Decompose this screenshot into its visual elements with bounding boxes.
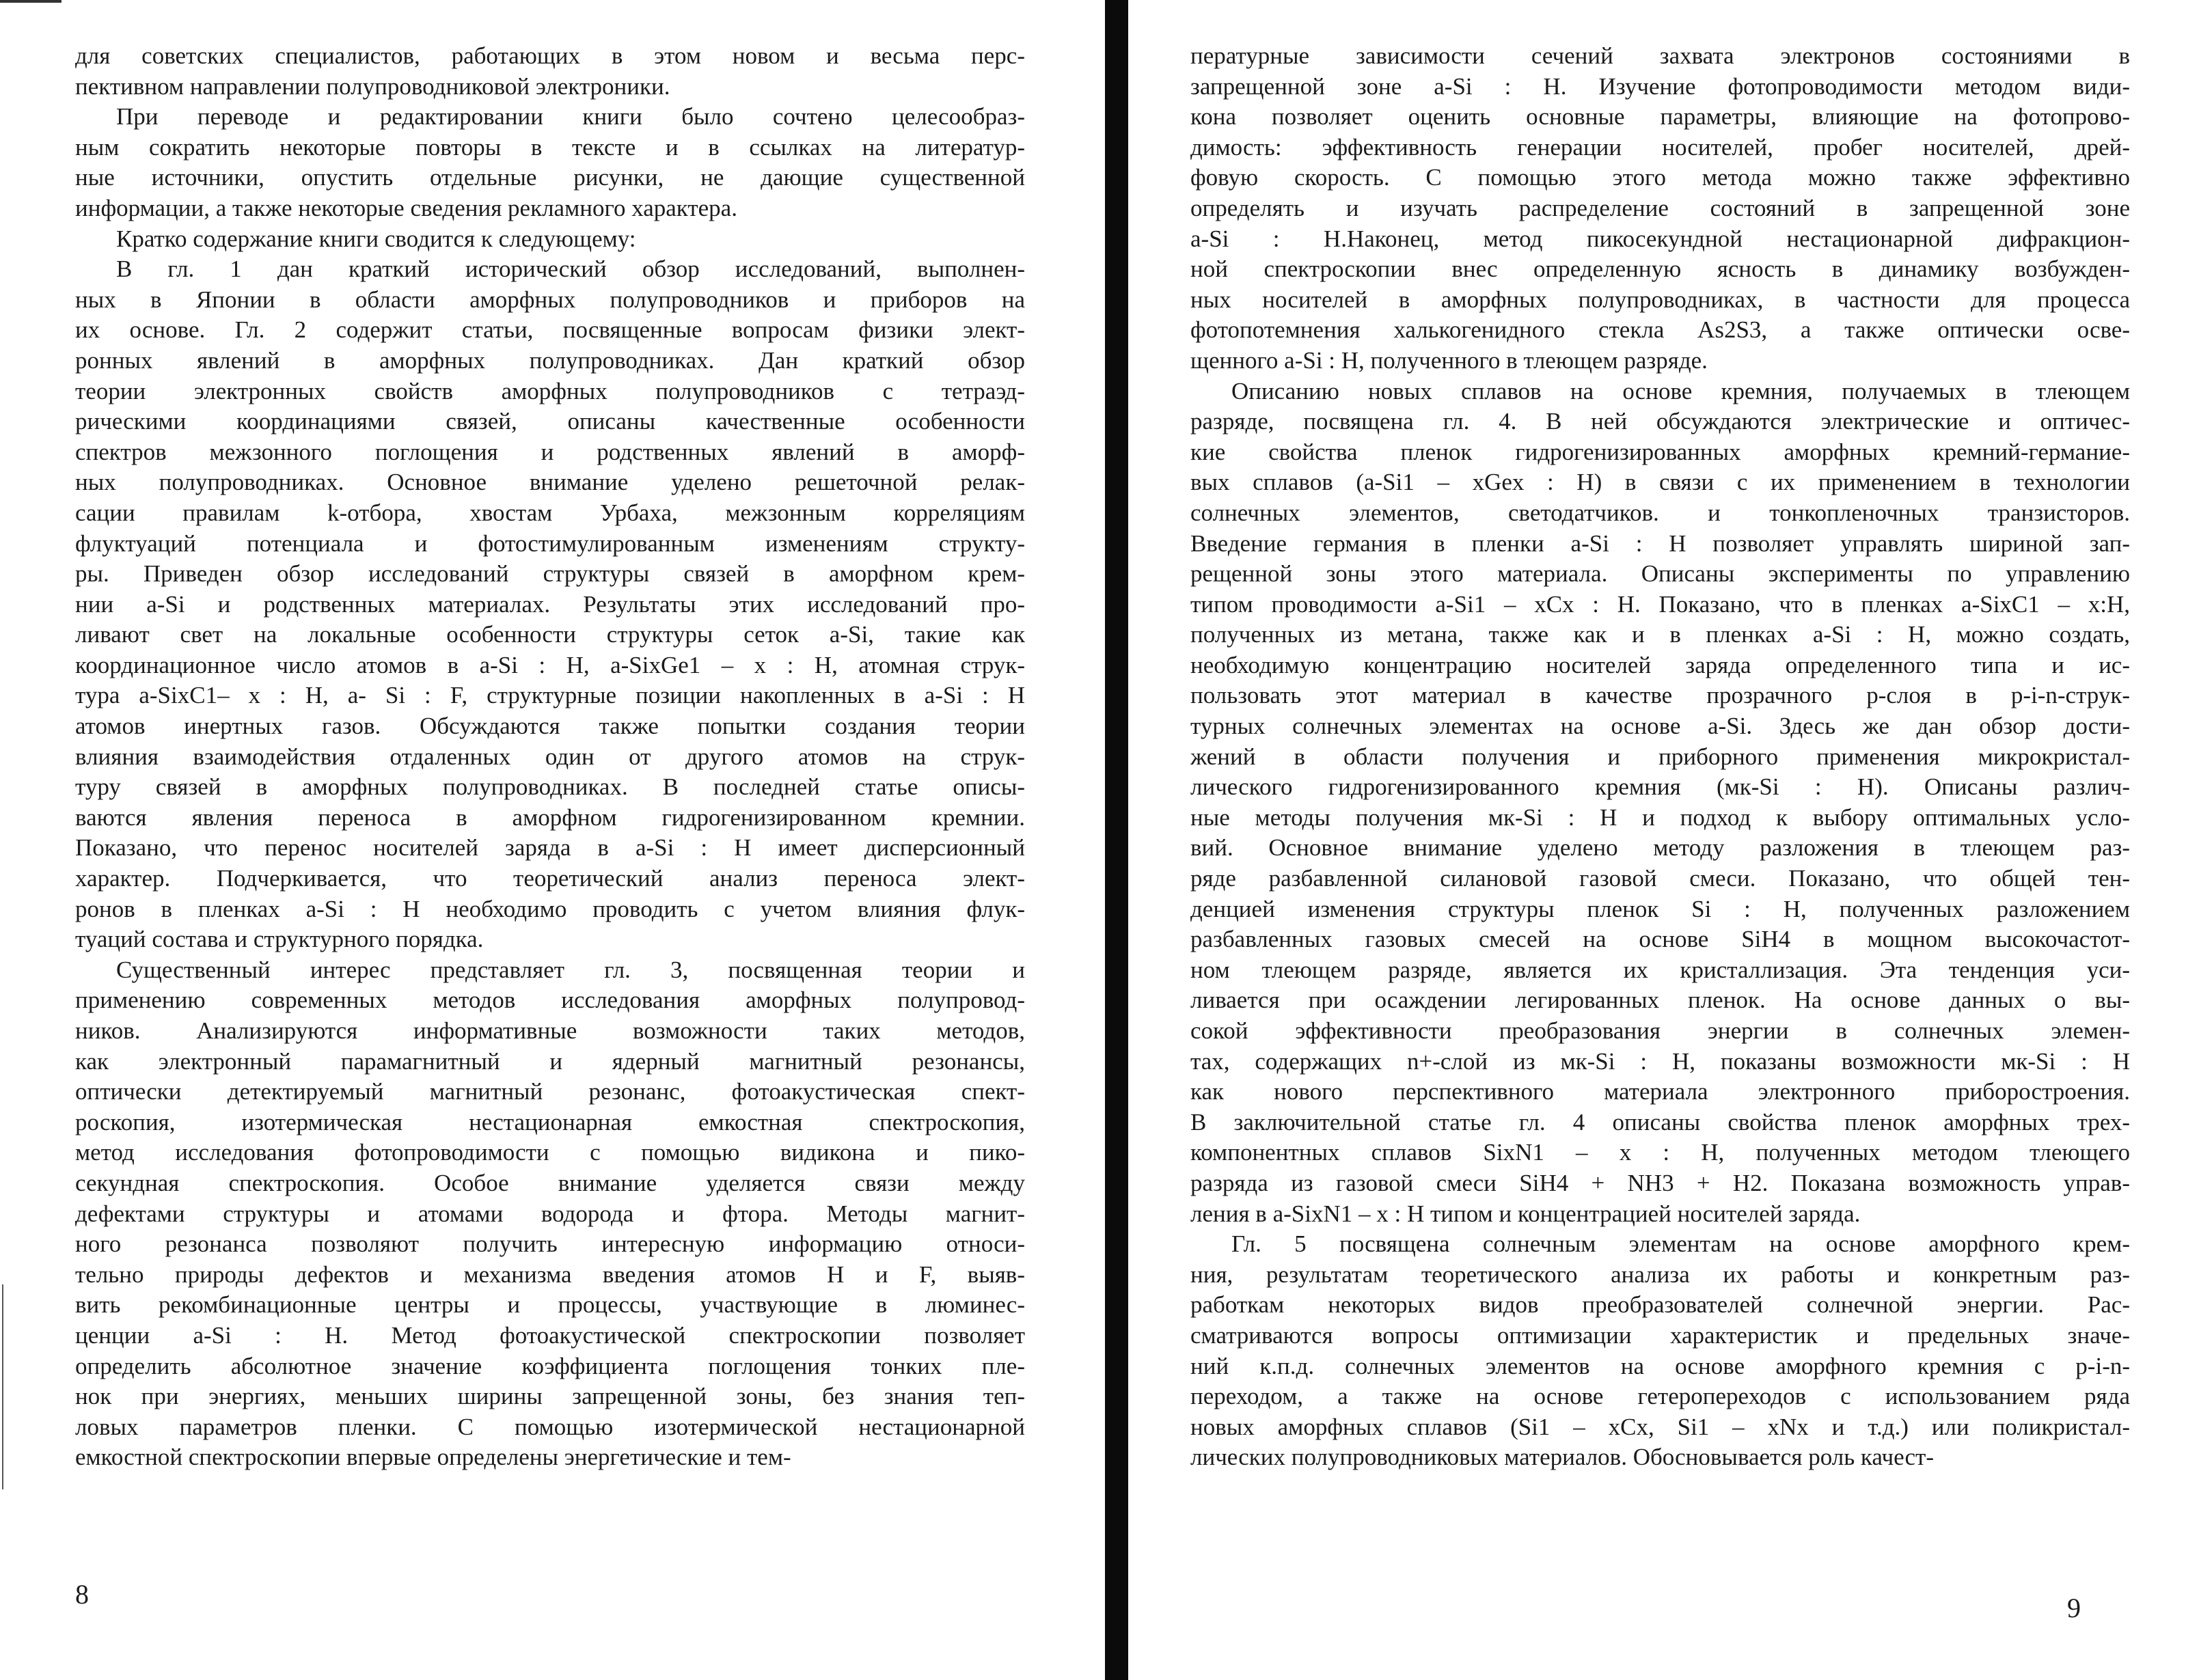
text-line: ного резонанса позволяют получить интересную информацию относи- [75, 1230, 1025, 1258]
page-number-left: 8 [75, 1579, 89, 1610]
text-line: ний к.п.д. солнечных элементов на основе аморфного кремния с p-i-n- [1190, 1352, 2130, 1379]
text-line: турных солнечных элементах на основе a-Si. Здесь же дан обзор дости- [1190, 713, 2130, 740]
text-line: тура a-SixC1– x : H, a- Si : F, структурные позиции накопленных в a-Si : H [75, 682, 1025, 709]
text-line: ливается при осаждении легированных пленок. На основе данных о вы- [1190, 987, 2130, 1014]
paragraph [75, 224, 1025, 255]
text-line: ловых параметров пленки. С помощью изотермической нестационарной [75, 1413, 1025, 1440]
text-line: ных полупроводниках. Основное внимание уделено решеточной релак- [75, 469, 1025, 496]
text-line: Существенный интерес представляет гл. 3, посвященная теории и [116, 956, 1025, 983]
text-line: влияния взаимодействия отдаленных один от другого атомов на струк- [75, 743, 1025, 770]
text-line: метод исследования фотопроводимости с помощью видикона и пико- [75, 1139, 1025, 1166]
text-line: ронных явлений в аморфных полупроводниках. Дан краткий обзор [75, 346, 1025, 374]
text-line: ряде разбавленной силановой газовой смеси. Показано, что общей тен- [1190, 865, 2130, 892]
text-line: ления в a-SixN1 – x : H типом и концентрацией носителей заряда. [1190, 1200, 1861, 1227]
text-line: ры. Приведен обзор исследований структуры связей в аморфном крем- [75, 560, 1025, 588]
text-line: полученных из метана, также как и в пленках a-Si : H, можно создать, [1190, 621, 2130, 648]
text-line: нии a-Si и родственных материалах. Результаты этих исследований про- [75, 590, 1025, 618]
text-line: оптически детектируемый магнитный резонанс, фотоакустическая спект- [75, 1078, 1025, 1105]
text-line: тельно природы дефектов и механизма введения атомов H и F, выяв- [75, 1261, 1025, 1288]
text-line: ных в Японии в области аморфных полупроводников и приборов на [75, 286, 1025, 313]
text-line: лического гидрогенизированного кремния (мк-Si : H). Описаны различ- [1190, 773, 2130, 801]
right-page [1190, 41, 2130, 1473]
text-line: ливают свет на локальные особенности структуры сеток a-Si, такие как [75, 621, 1025, 648]
text-line: щенного a-Si : H, полученного в тлеющем разряде. [1190, 346, 1708, 374]
text-line: ным сократить некоторые повторы в тексте и в ссылках на литератур- [75, 133, 1025, 161]
text-line: новых аморфных сплавов (Si1 – xCx, Si1 – xNx и т.д.) или поликристал- [1190, 1413, 2130, 1440]
book-spine [1105, 0, 1128, 1680]
paragraph [75, 102, 1025, 223]
paragraph [1190, 1229, 2130, 1473]
text-line: ценции a-Si : H. Метод фотоакустической спектроскопии позволяет [75, 1321, 1025, 1349]
text-line: нок при энергиях, меньших ширины запрещенной зоны, без знания теп- [75, 1383, 1025, 1410]
text-line: переходом, а также на основе гетеропереходов с использованием ряда [1190, 1383, 2130, 1410]
text-line: денцией изменения структуры пленок Si : H, полученных разложением [1190, 895, 2130, 922]
text-line: ников. Анализируются информативные возможности таких методов, [75, 1017, 1025, 1044]
text-line: разряде, посвящена гл. 4. В ней обсуждаются электрические и оптичес- [1190, 408, 2130, 435]
text-line: необходимую концентрацию носителей заряда определенного типа и ис- [1190, 651, 2130, 678]
text-line: рещенной зоны этого материала. Описаны эксперименты по управлению [1190, 560, 2130, 588]
text-line: запрещенной зоне a-Si : H. Изучение фотопроводимости методом види- [1190, 72, 2130, 100]
text-line: как нового перспективного материала электронного приборостроения. [1190, 1078, 2130, 1105]
text-line: определить абсолютное значение коэффициента поглощения тонких пле- [75, 1352, 1025, 1379]
text-line: разряда из газовой смеси SiH4 + NH3 + H2. Показана возможность управ- [1190, 1169, 2130, 1196]
text-line: емкостной спектроскопии впервые определены энергетические и тем- [75, 1444, 791, 1471]
text-line: сматриваются вопросы оптимизации характеристик и предельных значе- [1190, 1321, 2130, 1349]
text-line: вых сплавов (a-Si1 – xGex : H) в связи с их применением в технологии [1190, 469, 2130, 496]
text-line: характер. Подчеркивается, что теоретический анализ переноса элект- [75, 865, 1025, 892]
text-line: дефектами структуры и атомами водорода и фтора. Методы магнит- [75, 1200, 1025, 1227]
text-line: ной спектроскопии внес определенную ясность в динамику возбужден- [1190, 256, 2130, 283]
paragraph [1190, 376, 2130, 1230]
left-margin-mark [2, 1284, 3, 1489]
text-line: разбавленных газовых смесей на основе SiH4 в мощном высокочастот- [1190, 926, 2130, 953]
paragraph [75, 254, 1025, 955]
text-line: сокой эффективности преобразования энергии в солнечных элемен- [1190, 1017, 2130, 1044]
page-number-right: 9 [2067, 1593, 2081, 1623]
text-line: ных носителей в аморфных полупроводниках, в частности для процесса [1190, 286, 2130, 313]
text-line: пективном направлении полупроводниковой электроники. [75, 72, 670, 100]
text-line: кие свойства пленок гидрогенизированных аморфных кремний-германие- [1190, 438, 2130, 465]
text-line: пользовать этот материал в качестве прозрачного p-слоя в p-i-n-струк- [1190, 682, 2130, 709]
top-edge-rule [0, 0, 62, 3]
text-line: туру связей в аморфных полупроводниках. В последней статье описы- [75, 773, 1025, 801]
text-line: В заключительной статье гл. 4 описаны свойства пленок аморфных трех- [1190, 1108, 2130, 1135]
text-line: тах, содержащих n+-слой из мк-Si : H, показаны возможности мк-Si : H [1190, 1047, 2130, 1075]
text-line: Описанию новых сплавов на основе кремния, получаемых в тлеющем [1231, 377, 2130, 404]
text-line: определять и изучать распределение состояний в запрещенной зоне [1190, 194, 2130, 221]
text-line: ном тлеющем разряде, является их кристаллизация. Эта тенденция уси- [1190, 956, 2130, 983]
text-line: туаций состава и структурного порядка. [75, 926, 484, 953]
text-line: секундная спектроскопия. Особое внимание уделяется связи между [75, 1169, 1025, 1196]
text-line: ронов в пленках a-Si : H необходимо проводить с учетом влияния флук- [75, 895, 1025, 922]
text-line: В гл. 1 дан краткий исторический обзор исследований, выполнен- [116, 256, 1025, 283]
text-line: Гл. 5 посвящена солнечным элементам на основе аморфного крем- [1231, 1230, 2130, 1258]
text-line: При переводе и редактировании книги было сочтено целесообраз- [116, 103, 1025, 130]
text-line: a-Si : H.Наконец, метод пикосекундной нестационарной дифракцион- [1190, 225, 2130, 252]
text-line: координационное число атомов в a-Si : H, a-SixGe1 – x : H, атомная струк- [75, 651, 1025, 678]
text-line: типом проводимости a-Si1 – xCx : H. Показано, что в пленках a-SixC1 – x:H, [1190, 590, 2130, 618]
text-line: солнечных элементов, светодатчиков. и тонкопленочных транзисторов. [1190, 499, 2130, 526]
text-line: компонентных сплавов SixN1 – x : H, полученных методом тлеющего [1190, 1139, 2130, 1166]
text-line: ния, результатам теоретического анализа их работы и конкретным раз- [1190, 1261, 2130, 1288]
text-line: кона позволяет оценить основные параметры, влияющие на фотопрово- [1190, 103, 2130, 130]
paragraph [75, 41, 1025, 102]
text-line: лических полупроводниковых материалов. Обосновывается роль качест- [1190, 1444, 1935, 1471]
text-line: спектров межзонного поглощения и родственных явлений в аморф- [75, 438, 1025, 465]
text-line: рическими координациями связей, описаны качественные особенности [75, 408, 1025, 435]
text-line: работкам некоторых видов преобразователей солнечной энергии. Рас- [1190, 1291, 2130, 1319]
text-line: Введение германия в пленки a-Si : H позволяет управлять шириной зап- [1190, 529, 2130, 557]
text-line: как электронный парамагнитный и ядерный магнитный резонансы, [75, 1047, 1025, 1075]
text-line: роскопия, изотермическая нестационарная емкостная спектроскопия, [75, 1108, 1025, 1135]
text-line: фотопотемнения халькогенидного стекла As2S3, а также оптически осве- [1190, 316, 2130, 344]
text-line: атомов инертных газов. Обсуждаются также попытки создания теории [75, 713, 1025, 740]
text-line: Кратко содержание книги сводится к следующему: [116, 225, 636, 252]
text-line: вить рекомбинационные центры и процессы, участвующие в люминес- [75, 1291, 1025, 1319]
text-line: Показано, что перенос носителей заряда в a-Si : H имеет дисперсионный [75, 834, 1025, 862]
paragraph [75, 955, 1025, 1473]
text-line: теории электронных свойств аморфных полупроводников с тетраэд- [75, 377, 1025, 404]
text-line: жений в области получения и приборного применения микрокристал- [1190, 743, 2130, 770]
text-line: флуктуаций потенциала и фотостимулированным изменениям структу- [75, 529, 1025, 557]
text-line: вий. Основное внимание уделено методу разложения в тлеющем раз- [1190, 834, 2130, 862]
text-line: ваются явления переноса в аморфном гидрогенизированном кремнии. [75, 803, 1025, 831]
text-line: ные методы получения мк-Si : H и подход к выбору оптимальных усло- [1190, 803, 2130, 831]
paragraph [1190, 41, 2130, 376]
text-line: информации, а также некоторые сведения рекламного характера. [75, 194, 737, 221]
text-line: для советских специалистов, работающих в этом новом и весьма перс- [75, 42, 1025, 69]
text-line: пературные зависимости сечений захвата электронов состояниями в [1190, 42, 2130, 69]
text-line: димость: эффективность генерации носителей, пробег носителей, дрей- [1190, 133, 2130, 161]
text-line: их основе. Гл. 2 содержит статьи, посвященные вопросам физики элект- [75, 316, 1025, 344]
left-page [75, 41, 1025, 1473]
text-line: сации правилам k-отбора, хвостам Урбаха, межзонным корреляциям [75, 499, 1025, 526]
text-line: фовую скорость. С помощью этого метода можно также эффективно [1190, 164, 2130, 191]
text-line: ные источники, опустить отдельные рисунки, не дающие существенной [75, 164, 1025, 191]
text-line: применению современных методов исследования аморфных полупровод- [75, 987, 1025, 1014]
